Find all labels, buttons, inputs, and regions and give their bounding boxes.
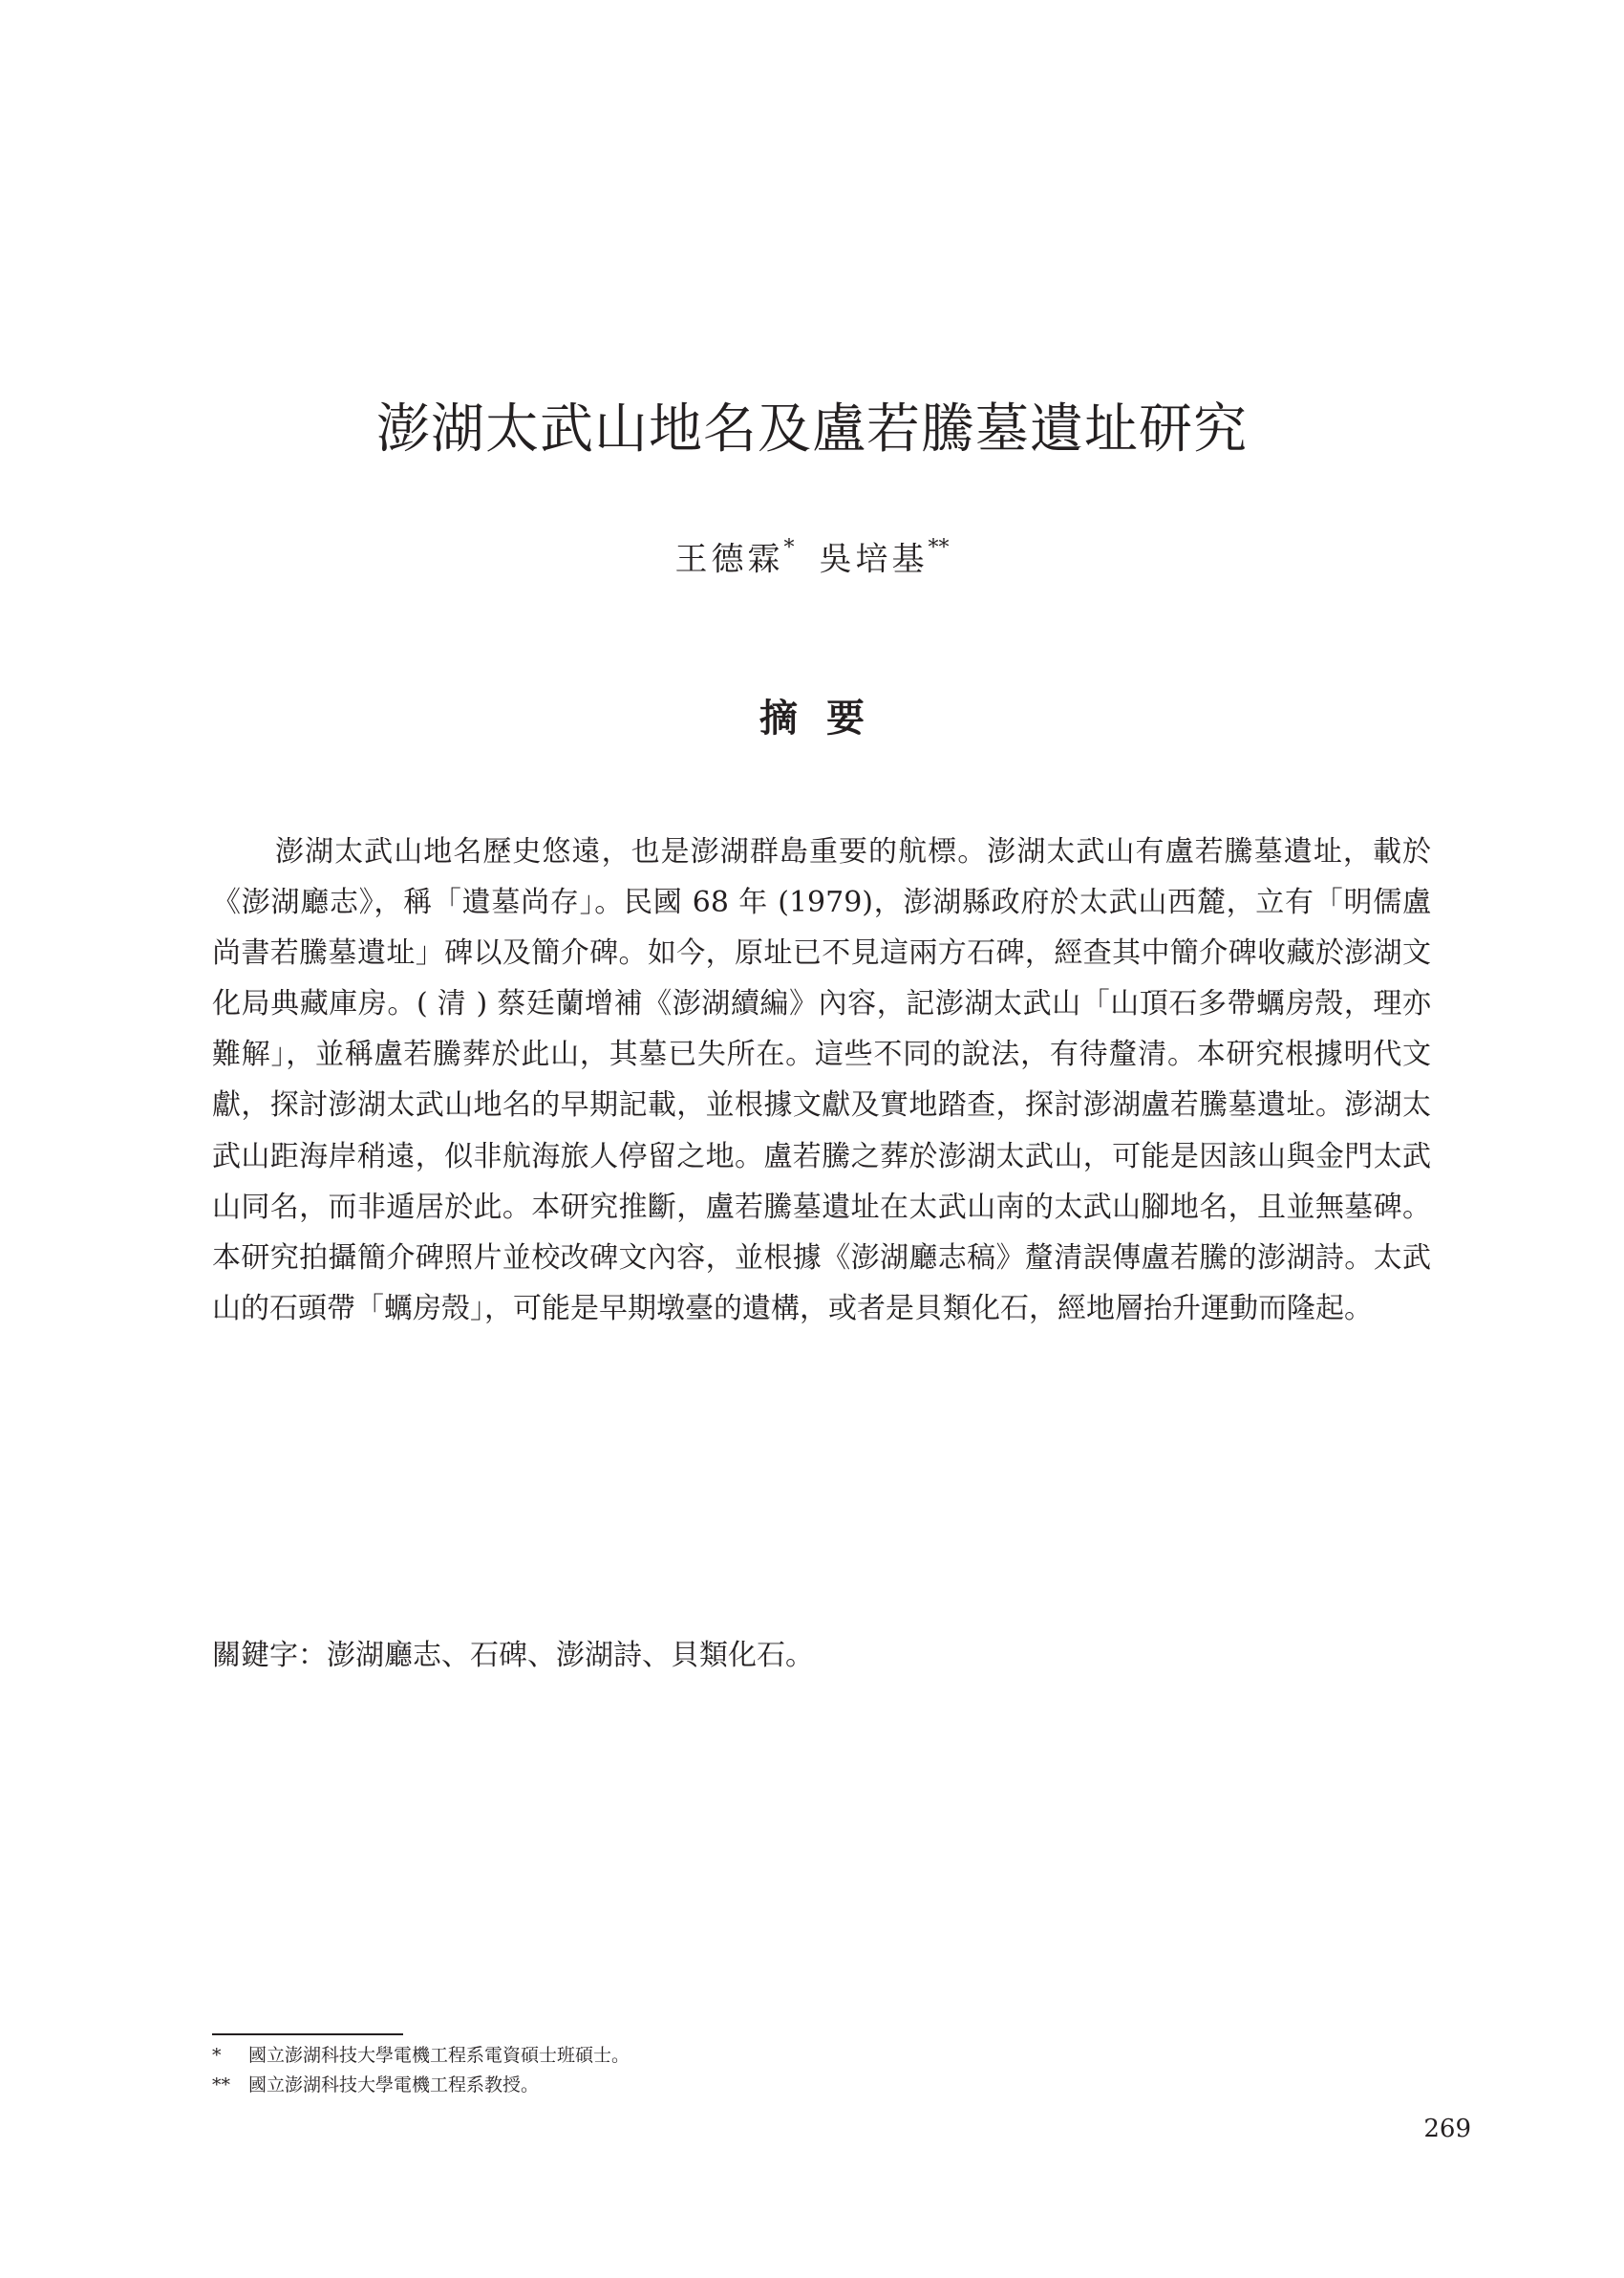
footnote-text-2: 國立澎湖科技大學電機工程系教授。	[248, 2074, 540, 2095]
author-name-1: 王德霖	[674, 540, 784, 579]
footnote-2	[212, 2071, 1431, 2100]
author-mark-2: **	[928, 536, 950, 560]
footnotes	[212, 2041, 1431, 2100]
author-name-2: 吳培基	[819, 540, 929, 579]
keywords: 關鍵字：澎湖廳志、石碑、澎湖詩、貝類化石。	[212, 1639, 814, 1672]
abstract-body: 澎湖太武山地名歷史悠遠，也是澎湖群島重要的航標。澎湖太武山有盧若騰墓遺址，載於《澎湖廳志》，稱「遺墓尚存」。民國 68 年 (1979)，澎湖縣政府於太武山西麓，立有「明儒盧尚書若騰墓遺址」碑以及簡介碑。如今，原址已不見這兩方石碑，經查其中簡介碑收藏於澎湖文化局典藏庫房。( 清 ) 蔡廷蘭增補《澎湖續編》內容，記澎湖太武山「山頂石多帶蠣房殼，理亦難解」，並稱盧若騰葬於此山，其墓已失所在。這些不同的說法，有待釐清。本研究根據明代文獻，探討澎湖太武山地名的早期記載，並根據文獻及實地踏查，探討澎湖盧若騰墓遺址。澎湖太武山距海岸稍遠，似非航海旅人停留之地。盧若騰之葬於澎湖太武山，可能是因該山與金門太武山同名，而非遁居於此。本研究推斷，盧若騰墓遺址在太武山南的太武山腳地名，且並無墓碑。本研究拍攝簡介碑照片並校改碑文內容，並根據《澎湖廳志稿》釐清誤傳盧若騰的澎湖詩。太武山的石頭帶「蠣房殼」，可能是早期墩臺的遺構，或者是貝類化石，經地層抬升運動而隆起。	[212, 835, 1431, 1325]
footnote-text-1: 國立澎湖科技大學電機工程系電資碩士班碩士。	[248, 2045, 630, 2066]
footnote-mark-2: **	[212, 2074, 230, 2095]
footnote-mark-1: *	[212, 2045, 222, 2066]
author-mark-1: *	[783, 536, 795, 560]
paper-title: 澎湖太武山地名及盧若騰墓遺址研究	[376, 398, 1248, 461]
footnote-1	[212, 2041, 1431, 2071]
abstract-heading: 摘要	[759, 696, 893, 741]
page-number: 269	[1423, 2115, 1471, 2143]
footnote-divider	[212, 2033, 403, 2035]
author-line	[0, 528, 1624, 583]
